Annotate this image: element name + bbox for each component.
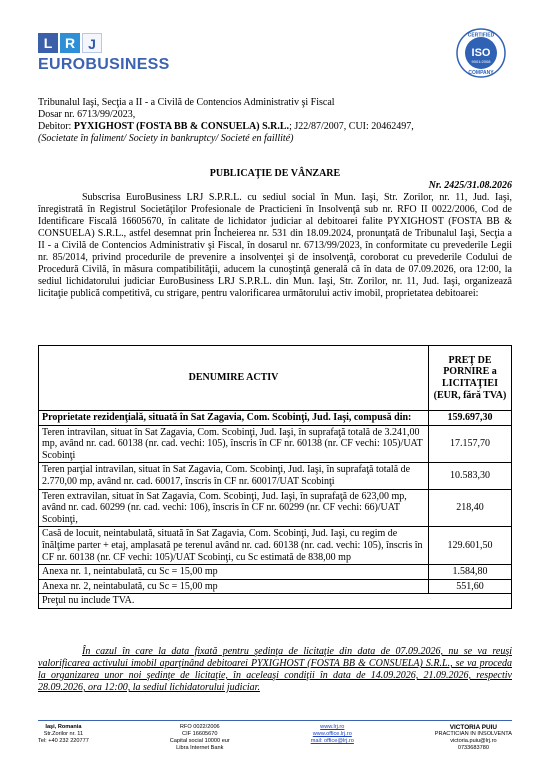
debtor-status: (Societate în faliment/ Society in bankruptcy/ Societé en faillité) [38,133,294,144]
table-row [39,579,512,594]
table-row [39,489,512,527]
asset-price: 129.601,50 [429,527,512,565]
footer-contact [435,724,512,752]
asset-description: Teren parţial intravilan, situat în Sat Zagavia, Com. Scobinţi, Jud. Iaşi, în suprafaţă totală de 2.770,00 mp, având nr. cad. 60017, înscris în CF nr. 60017/UAT Scobinţi [39,463,429,489]
footer-capital: Capital social 10000 eur [169,738,230,744]
asset-description: Teren extravilan, situat în Sat Zagavia, Com. Scobinţi, Jud. Iaşi, în suprafaţă de 623,00 mp, având nr. cad. 60299 (nr. cad. vechi: 106), înscris în CF nr. 60299 (nr. CF vechi: 66)/UAT Scobinţi, [39,489,429,527]
asset-price: 551,60 [429,579,512,594]
page-footer [38,720,512,752]
page-title: PUBLICAŢIE DE VÂNZARE [209,168,341,179]
footer-contact-name: VICTORIA PUIU [449,724,497,731]
footer-website-link[interactable]: www.lrj.ro [320,724,345,730]
table-row [39,527,512,565]
table-row [39,425,512,463]
iso-badge-bottom: COMPANY [468,70,494,76]
asset-description: Teren intravilan, situat în Sat Zagavia, Com. Scobinţi, Jud. Iaşi, în suprafaţă totală de 3.241,00 mp, având nr. cad. 60138 (nr. cad. vechi: 105), înscris în CF nr. 60138 (nr. CF vechi: 105)/UAT Scobinţi [39,425,429,463]
table-row [39,463,512,489]
table-row [39,565,512,580]
table-note-row [39,594,512,609]
court-line: Tribunalul Iaşi, Secţia a II - a Civilă de Contencios Administrativ şi Fiscal [38,97,335,108]
footer-street: Str.Zorilor nr. 11 [43,731,84,737]
iso-badge-standard: 9001:2008 [471,59,491,64]
body-paragraph: Subscrisa EuroBusiness LRJ S.P.R.L. cu sediul social în Mun. Iaşi, Str. Zorilor, nr. 11, Jud. Iaşi, înregistrată în Registrul Societăţilor Profesionale de Practicieni în Insolvenţă sub nr. RFO II 0022/2006, Cod de Identificare Fiscală 16605670, în calitate de lichidator judiciar al debitoarei falite PYXIGHOST (FOSTA BB & CONSUELA) S.R.L., astfel desemnat prin Încheierea nr. 531 din 18.09.2024, pronunţată de Tribunalul Iaşi, Secţia a II - a Civilă de Contencios Administrativ şi Fiscal, în dosarul nr. 6713/99/2023, în conformitate cu prevederile Legii nr. 85/2014, privind procedurile de prevenire a insolvenţei şi de insolvenţă, coroborat cu prevederile Codului de Procedură Civilă, în măsura compatibilităţii, aducem la cunoştinţă generală că în data de 07.09.2026, ora 12:00, la sediul lichidatorului judiciar EuroBusiness LRJ S.P.R.L. din Mun. Iaşi, Str. Zorilor, nr. 11, Jud. Iaşi, organizează licitaţie publică competitivă, cu strigare, pentru valorificarea următorului activ imobil, proprietatea debitoarei: [38,192,512,299]
asset-description: Anexa nr. 2, neintabulată, cu Sc = 15,00 mp [39,579,429,594]
asset-price: 218,40 [429,489,512,527]
publication-number: Nr. 2425/31.08.2026 [428,180,512,191]
footer-phone: Tel: +40 232 220777 [38,738,89,744]
asset-price: 17.157,70 [429,425,512,463]
logo-letter-j: J [82,33,102,53]
footer-contact-role: PRACTICIAN IN INSOLVENTA [434,731,512,737]
iso-certification-badge-icon [456,28,506,78]
footer-email-link[interactable]: mail: office@lrj.ro [310,738,354,744]
company-logo [38,33,170,74]
assets-table [38,345,512,609]
group-label: Proprietate rezidenţială, situată în Sat Zagavia, Com. Scobinţi, Jud. Iaşi, compusă din: [39,411,429,426]
logo-wordmark: EUROBUSINESS [38,56,170,73]
footer-registration [170,724,230,752]
table-group-row [39,411,512,426]
debtor-prefix: Debitor: [38,121,74,132]
asset-description: Casă de locuit, neintabulată, situată în Sat Zagavia, Com. Scobinţi, Jud. Iaşi, cu regim de înălţime parter + etaj, amplasată pe terenul având nr. cad. 60138 (nr. cad. vechi: 105), înscris în CF nr. 60138 (nr. CF vechi: 105)/UAT Scobinţi, cu Sc estimată de 838,00 mp [39,527,429,565]
footer-bank: Libra Internet Bank [176,745,224,751]
footer-divider [38,720,512,721]
debtor-name: PYXIGHOST (FOSTA BB & CONSUELA) S.R.L. [73,121,290,132]
footer-rfo: RFO 0022/2006 [179,724,220,730]
footer-cif: CIF 16605670 [182,731,218,737]
iso-badge-center: ISO [471,47,491,59]
asset-description: Anexa nr. 1, neintabulată, cu Sc = 15,00 mp [39,565,429,580]
logo-letter-r: R [60,33,80,53]
footer-city: Iaşi, Romania [45,724,82,730]
auction-notice: În cazul în care la data fixată pentru şedinţa de licitaţie din data de 07.09.2026, nu se va reuşi valorificarea activului imobil aparţinând debitoarei PYXIGHOST (FOSTA BB & CONSUELA) S.R.L., se va proceda la organizarea unor noi şedinţe de licitaţie, în aceleaşi condiţii în data de 14.09.2026, 21.09.2026, respectiv 28.09.2026, ora 12:00, la sediul lichidatorului judiciar. [38,646,512,693]
debtor-details: ; J22/87/2007, CUI: 20462497, [289,121,414,132]
asset-price: 10.583,30 [429,463,512,489]
column-header-asset: DENUMIRE ACTIV [39,346,429,411]
asset-price: 1.584,80 [429,565,512,580]
vat-note: Preţul nu include TVA. [39,594,512,609]
iso-badge-top: CERTIFIED [467,32,495,39]
footer-web [311,724,354,752]
case-number: Dosar nr. 6713/99/2023, [38,109,136,120]
logo-letters [38,33,170,53]
debtor-line [38,121,518,133]
footer-address [38,724,89,752]
group-price: 159.697,30 [429,411,512,426]
footer-contact-phone: 0733683780 [457,745,489,751]
table-header-row [39,346,512,411]
column-header-price: PREŢ DE PORNIRE a LICITAŢIEI (EUR, fără TVA) [429,346,512,411]
footer-office-link[interactable]: www.office.lrj.ro [312,731,352,737]
logo-letter-l: L [38,33,58,53]
footer-contact-email[interactable]: victoria.puiu@lrj.ro [450,738,497,744]
